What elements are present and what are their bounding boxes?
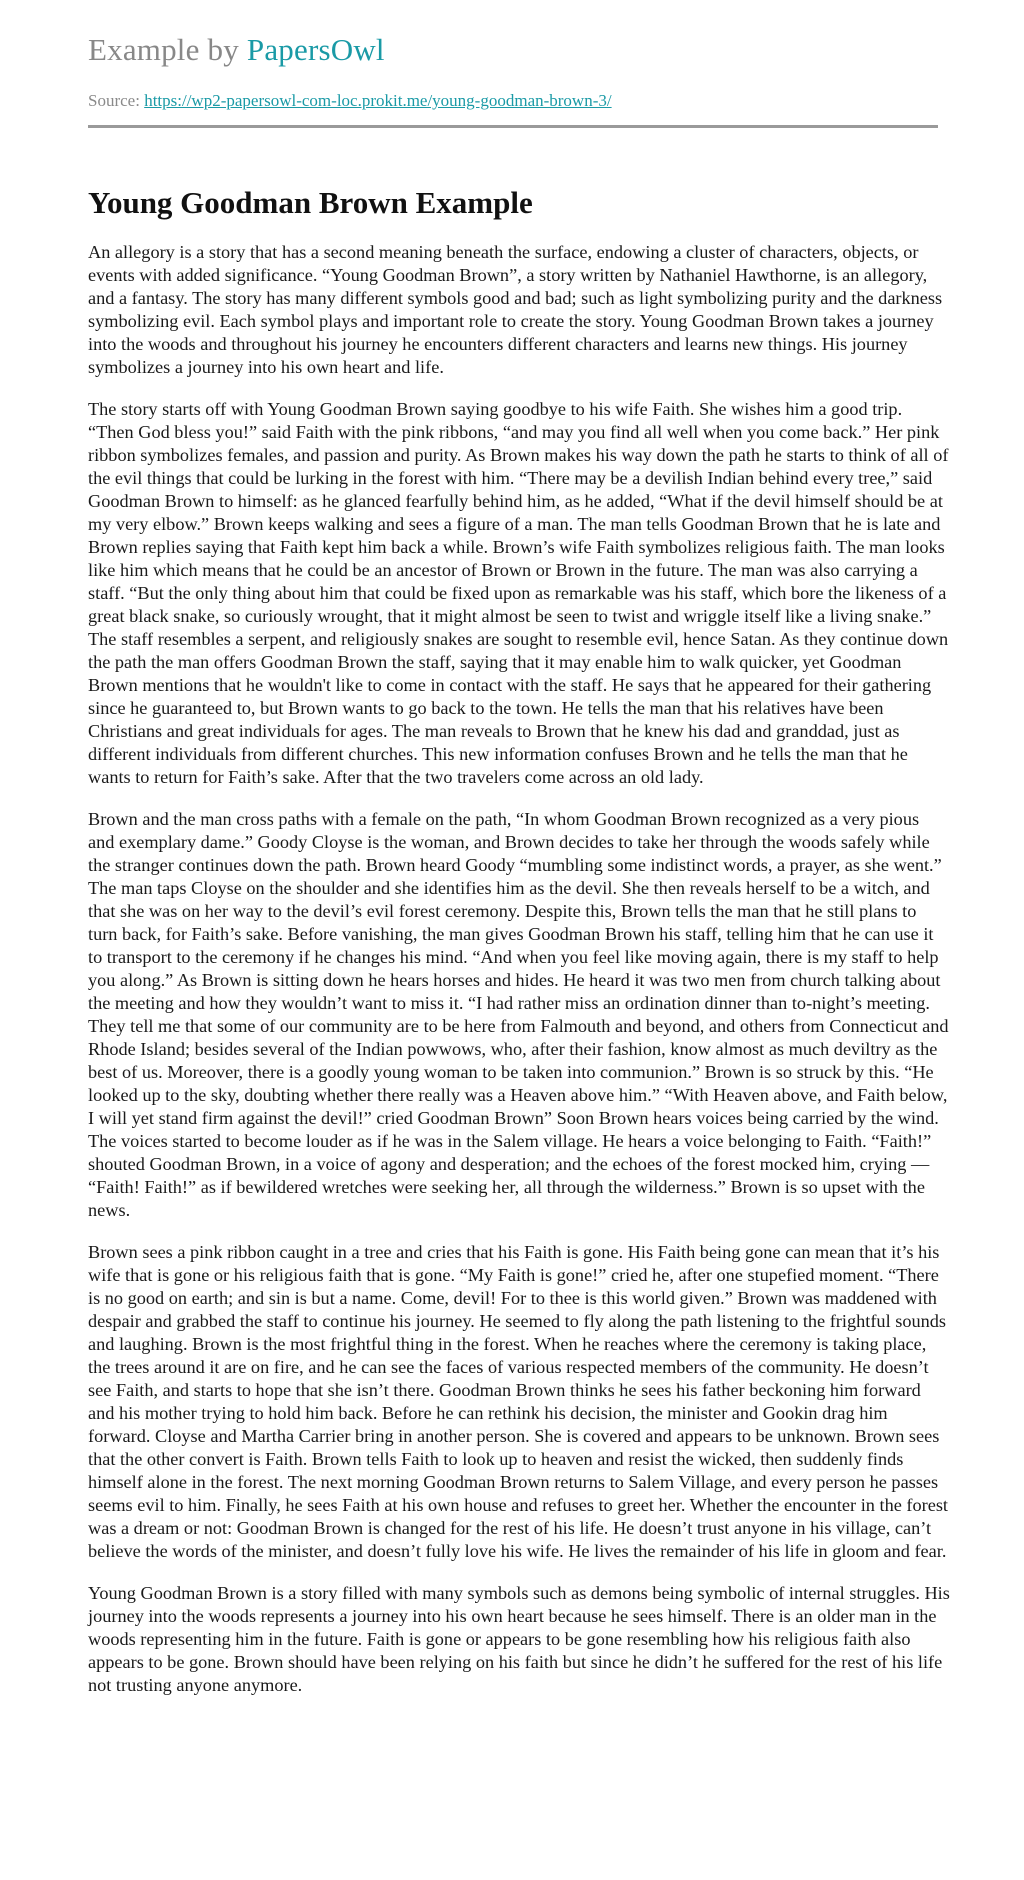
header-prefix: Example by: [88, 32, 247, 67]
document-body: [88, 241, 950, 1697]
brand-name[interactable]: PapersOwl: [246, 32, 385, 67]
paragraph: Brown and the man cross paths with a female on the path, “In whom Goodman Brown recognized as a very pious and exemplary dame.” Goody Cloyse is the woman, and Brown decides to take her through the woods safely while the stranger continues down the path. Brown heard Goody “mumbling some indistinct words, a prayer, as she went.” The man taps Cloyse on the shoulder and she identifies him as the devil. She then reveals herself to be a witch, and that she was on her way to the devil’s evil forest ceremony. Despite this, Brown tells the man that he still plans to turn back, for Faith’s sake. Before vanishing, the man gives Goodman Brown his staff, telling him that he can use it to transport to the ceremony if he changes his mind. “And when you feel like moving again, there is my staff to help you along.” As Brown is sitting down he hears horses and hides. He heard it was two men from church talking about the meeting and how they wouldn’t want to miss it. “I had rather miss an ordination dinner than to-night’s meeting. They tell me that some of our community are to be here from Falmouth and beyond, and others from Connecticut and Rhode Island; besides several of the Indian powwows, who, after their fashion, know almost as much deviltry as the best of us. Moreover, there is a goodly young woman to be taken into communion.” Brown is so struck by this. “He looked up to the sky, doubting whether there really was a Heaven above him.” “With Heaven above, and Faith below, I will yet stand firm against the devil!” cried Goodman Brown” Soon Brown hears voices being carried by the wind. The voices started to become louder as if he was in the Salem village. He hears a voice belonging to Faith. “Faith!” shouted Goodman Brown, in a voice of agony and desperation; and the echoes of the forest mocked him, crying — “Faith! Faith!” as if bewildered wretches were seeking her, all through the wilderness.” Brown is so upset with the news.: [88, 809, 949, 1220]
source-link[interactable]: https://wp2-papersowl-com-loc.prokit.me/young-goodman-brown-3/: [144, 91, 612, 110]
header-divider: [88, 125, 938, 128]
paragraph: Young Goodman Brown is a story filled with many symbols such as demons being symbolic of internal struggles. His journey into the woods represents a journey into his own heart because he sees himself. There is an older man in the woods representing him in the future. Faith is gone or appears to be gone resembling how his religious faith also appears to be gone. Brown should have been relying on his faith but since he didn’t he suffered for the rest of his life not trusting anyone anymore.: [88, 1583, 950, 1695]
header-attribution: [88, 30, 936, 70]
paragraph: Brown sees a pink ribbon caught in a tree and cries that his Faith is gone. His Faith being gone can mean that it’s his wife that is gone or his religious faith that is gone. “My Faith is gone!” cried he, after one stupefied moment. “There is no good on earth; and sin is but a name. Come, devil! For to thee is this world given.” Brown was maddened with despair and grabbed the staff to continue his journey. He seemed to fly along the path listening to the frightful sounds and laughing. Brown is the most frightful thing in the forest. When he reaches where the ceremony is taking place, the trees around it are on fire, and he can see the faces of various respected members of the community. He doesn’t see Faith, and starts to hope that she isn’t there. Goodman Brown thinks he sees his father beckoning him forward and his mother trying to hold him back. Before he can rethink his decision, the minister and Gookin drag him forward. Cloyse and Martha Carrier bring in another person. She is covered and appears to be unknown. Brown sees that the other convert is Faith. Brown tells Faith to look up to heaven and resist the wicked, then suddenly finds himself alone in the forest. The next morning Goodman Brown returns to Salem Village, and every person he passes seems evil to him. Finally, he sees Faith at his own house and refuses to greet her. Whether the encounter in the forest was a dream or not: Goodman Brown is changed for the rest of his life. He doesn’t trust anyone in his village, can’t believe the words of the minister, and doesn’t fully love his wife. He lives the remainder of his life in gloom and fear.: [88, 1242, 949, 1561]
paragraph: The story starts off with Young Goodman Brown saying goodbye to his wife Faith. She wishes him a good trip. “Then God bless you!” said Faith with the pink ribbons, “and may you find all well when you come back.” Her pink ribbon symbolizes females, and passion and purity. As Brown makes his way down the path he starts to think of all of the evil things that could be lurking in the forest with him. “There may be a devilish Indian behind every tree,” said Goodman Brown to himself: as he glanced fearfully behind him, as he added, “What if the devil himself should be at my very elbow.” Brown keeps walking and sees a figure of a man. The man tells Goodman Brown that he is late and Brown replies saying that Faith kept him back a while. Brown’s wife Faith symbolizes religious faith. The man looks like him which means that he could be an ancestor of Brown or Brown in the future. The man was also carrying a staff. “But the only thing about him that could be fixed upon as remarkable was his staff, which bore the likeness of a great black snake, so curiously wrought, that it might almost be seen to twist and wriggle itself like a living snake.” The staff resembles a serpent, and religiously snakes are sought to resemble evil, hence Satan. As they continue down the path the man offers Goodman Brown the staff, saying that it may enable him to walk quicker, yet Goodman Brown mentions that he wouldn't like to come in contact with the staff. He says that he appeared for their gathering since he guaranteed to, but Brown wants to go back to the town. He tells the man that his relatives have been Christians and great individuals for ages. The man reveals to Brown that he knew his dad and granddad, just as different individuals from different churches. This new information confuses Brown and he tells the man that he wants to return for Faith’s sake. After that the two travelers come across an old lady.: [88, 399, 949, 787]
document-title: Young Goodman Brown Example: [88, 185, 533, 220]
source-label: Source:: [88, 91, 145, 110]
source-line: [88, 90, 936, 112]
paragraph: An allegory is a story that has a second meaning beneath the surface, endowing a cluster of characters, objects, or events with added significance. “Young Goodman Brown”, a story written by Nathaniel Hawthorne, is an allegory, and a fantasy. The story has many different symbols good and bad; such as light symbolizing purity and the darkness symbolizing evil. Each symbol plays and important role to create the story. Young Goodman Brown takes a journey into the woods and throughout his journey he encounters different characters and learns new things. His journey symbolizes a journey into his own heart and life.: [88, 242, 943, 377]
